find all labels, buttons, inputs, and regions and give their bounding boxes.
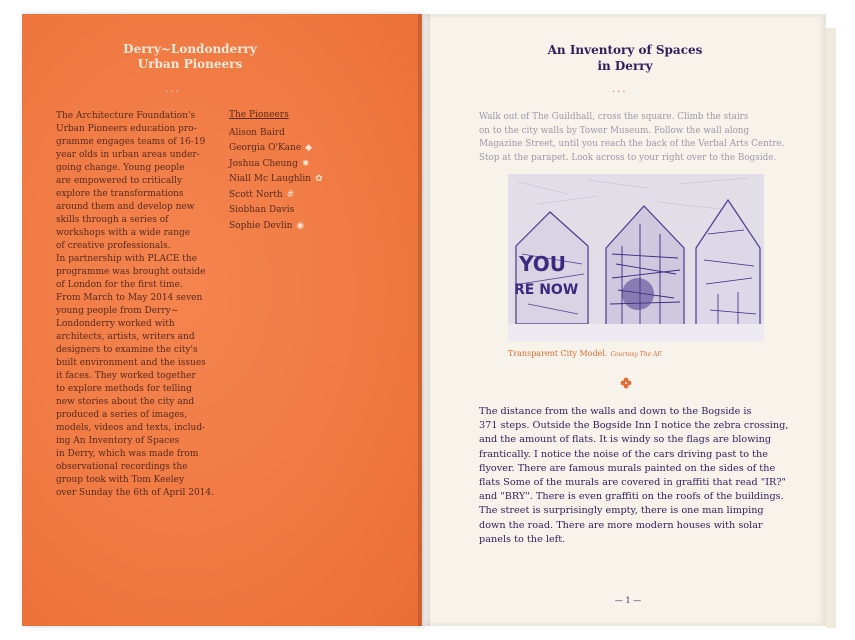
text-line: young people from Derry~	[56, 306, 179, 316]
pioneers-list	[229, 108, 323, 234]
text-line: gramme engages teams of 16-19	[56, 137, 206, 147]
graffiti-text: RE NOW	[514, 282, 579, 298]
text-line: observational recordings the	[56, 462, 188, 472]
grid-icon: #	[286, 189, 295, 200]
text-line: produced a series of images,	[56, 410, 188, 420]
text-line: Stop at the parapet. Look across to your right over to the Bogside.	[479, 152, 777, 163]
flower-icon: ✿	[315, 174, 323, 184]
observation-text	[479, 405, 788, 547]
title-line: Urban Pioneers	[137, 57, 243, 71]
pioneer-name: Georgia O'Kane	[229, 143, 302, 153]
text-line: models, videos and texts, includ-	[56, 423, 206, 433]
title-ornament-dots: ...	[165, 84, 181, 95]
text-line: new stories about the city and	[56, 397, 195, 407]
graffiti-text: YOU	[519, 252, 567, 276]
pioneer-item	[229, 141, 323, 157]
caption-text: Transparent City Model.	[508, 349, 608, 358]
text-line: In partnership with PLACE the	[56, 254, 198, 264]
left-page-title	[90, 42, 290, 72]
text-line: explore the transformations	[56, 189, 184, 199]
right-page-title	[520, 42, 730, 74]
pioneer-name: Joshua Cheung	[229, 158, 298, 169]
text-line: The street is surprisingly empty, there is one man limping	[479, 505, 764, 517]
text-line: panels to the left.	[479, 533, 566, 545]
pioneer-item	[229, 219, 323, 235]
text-line: built environment and the issues	[56, 358, 206, 368]
text-line: workshops with a wide range	[56, 228, 191, 238]
text-line: ing An Inventory of Spaces	[56, 436, 180, 446]
text-line: and the amount of flats. It is windy so the flags are blowing	[479, 434, 772, 446]
intro-paragraph	[56, 110, 216, 253]
text-line: year olds in urban areas under-	[56, 150, 200, 160]
page-edge	[826, 28, 836, 628]
text-line: From March to May 2014 seven	[56, 293, 203, 303]
star-burst-icon: ✸	[301, 158, 310, 169]
title-line: Derry~Londonderry	[123, 42, 257, 56]
text-line: The distance from the walls and down to the Bogside is	[479, 406, 752, 417]
pioneer-name: Alison Baird	[229, 127, 285, 138]
text-line: around them and develop new	[56, 202, 195, 212]
walking-directions	[479, 111, 785, 165]
text-line: and "BRY". There is even graffiti on the roofs of the buildings.	[479, 491, 784, 503]
text-line: designers to examine the city's	[56, 345, 198, 355]
pioneer-name: Scott North	[229, 189, 283, 200]
city-model-photo	[508, 174, 764, 342]
text-line: The Architecture Foundation's	[56, 111, 196, 121]
text-line: over Sunday the 6th of April 2014.	[56, 488, 214, 498]
pioneer-item	[229, 203, 323, 219]
text-line: down the road. There are more modern houses with solar	[479, 519, 763, 531]
text-line: skills through a series of	[56, 215, 169, 225]
page-number: — 1 —	[614, 596, 642, 605]
title-line: An Inventory of Spaces	[547, 43, 703, 57]
pioneer-item	[229, 172, 323, 188]
text-line: flats Some of the murals are covered in graffiti that read "IR?"	[479, 477, 787, 489]
text-line: Urban Pioneers education pro-	[56, 124, 197, 134]
book-gutter	[418, 14, 430, 626]
flower-ornament-icon	[620, 377, 632, 389]
pioneer-item	[229, 188, 323, 204]
text-line: are empowered to critically	[56, 176, 183, 186]
pioneer-item	[229, 157, 323, 173]
diamond-icon: ◆	[305, 143, 313, 153]
target-icon: ◉	[296, 220, 305, 231]
text-line: going change. Young people	[56, 163, 185, 173]
text-line: it faces. They worked together	[56, 371, 196, 381]
title-line: in Derry	[597, 59, 653, 73]
partnership-paragraph	[56, 253, 216, 500]
text-line: Walk out of The Guildhall, cross the square. Climb the stairs	[479, 112, 749, 122]
text-line: frantically. I notice the noise of the cars driving past to the	[479, 448, 769, 460]
text-line: to explore methods for telling	[56, 384, 192, 394]
text-line: programme was brought outside	[56, 267, 206, 277]
pioneers-heading: The Pioneers	[229, 110, 289, 120]
text-line: flyover. There are famous murals painted on the sides of the	[479, 462, 776, 474]
text-line: group took with Tom Keeley	[56, 475, 185, 485]
figure-caption	[508, 349, 663, 358]
text-line: architects, artists, writers and	[56, 332, 195, 342]
title-ornament-dots: ...	[612, 84, 628, 95]
pioneer-name: Siobhan Davis	[229, 205, 295, 215]
pioneer-item	[229, 126, 323, 142]
text-line: on to the city walls by Tower Museum. Follow the wall along	[479, 125, 750, 136]
text-line: of London for the first time.	[56, 280, 183, 290]
text-line: Londonderry worked with	[56, 319, 175, 329]
caption-credit: Courtesy The AF.	[610, 351, 663, 358]
pioneer-name: Niall Mc Laughlin	[229, 174, 312, 184]
text-line: of creative professionals.	[56, 241, 171, 251]
text-line: in Derry, which was made from	[56, 449, 199, 459]
text-line: Magazine Street, until you reach the back of the Verbal Arts Centre.	[479, 139, 785, 149]
pioneer-name: Sophie Devlin	[229, 220, 293, 231]
text-line: 371 steps. Outside the Bogside Inn I notice the zebra crossing,	[479, 420, 789, 432]
